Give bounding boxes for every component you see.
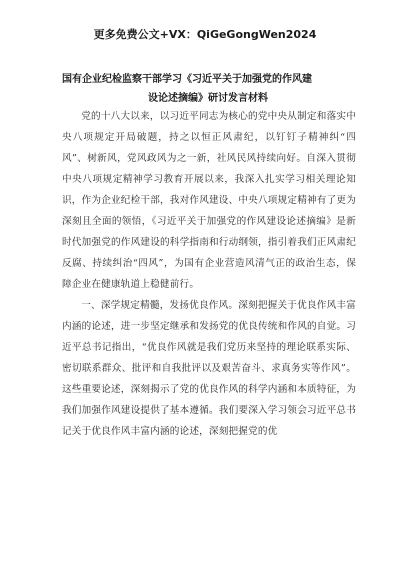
title-line-1: 国有企业纪检监察干部学习《习近平关于加强党的作风建 — [62, 74, 312, 85]
paragraph-section-one: 一、深学规定精髓，发扬优良作风。深刻把握关于优良作风丰富内涵的论述，进一步坚定继承和发扬党的优良传统和作风的自觉。习近平总书记指出，“优良作风就是我们党历来坚持的理论联系实际、密切联系群众、批评和自我批评以及艰苦奋斗、求真务实等作风”。这些重要论述，深刻揭示了党的优良作风的科学内涵和本质特征，为我们加强作风建设提供了基本遵循。我们要深入学习领会习近平总书记关于优良作风丰富内涵的论述，深刻把握党的优 — [62, 300, 356, 437]
document-title — [62, 70, 362, 108]
document-body — [62, 106, 356, 442]
page-header: 更多免费公文+VX：QiGeGongWen2024 — [93, 28, 317, 41]
title-line-2: 设论述摘编》研讨发言材料 — [148, 93, 268, 104]
paragraph-intro: 党的十八大以来，以习近平同志为核心的党中央从制定和落实中央八项规定开局破题，持之以恒正风肃纪，以钉钉子精神纠“四风”、树新风，党风政风为之一新，社风民风持续向好。自深入贯彻中央八项规定精神学习教育开展以来，我深入扎实学习相关理论知识，作为企业纪检干部，我对作风建设、中央八项规定精神有了更为深刻且全面的领悟，《习近平关于加强党的作风建设论述摘编》是新时代加强党的作风建设的科学指南和行动纲领，指引着我们正风肃纪反腐、持续纠治“四风”，为国有企业营造风清气正的政治生态，保障企业在健康轨道上稳健前行。 — [62, 111, 356, 290]
